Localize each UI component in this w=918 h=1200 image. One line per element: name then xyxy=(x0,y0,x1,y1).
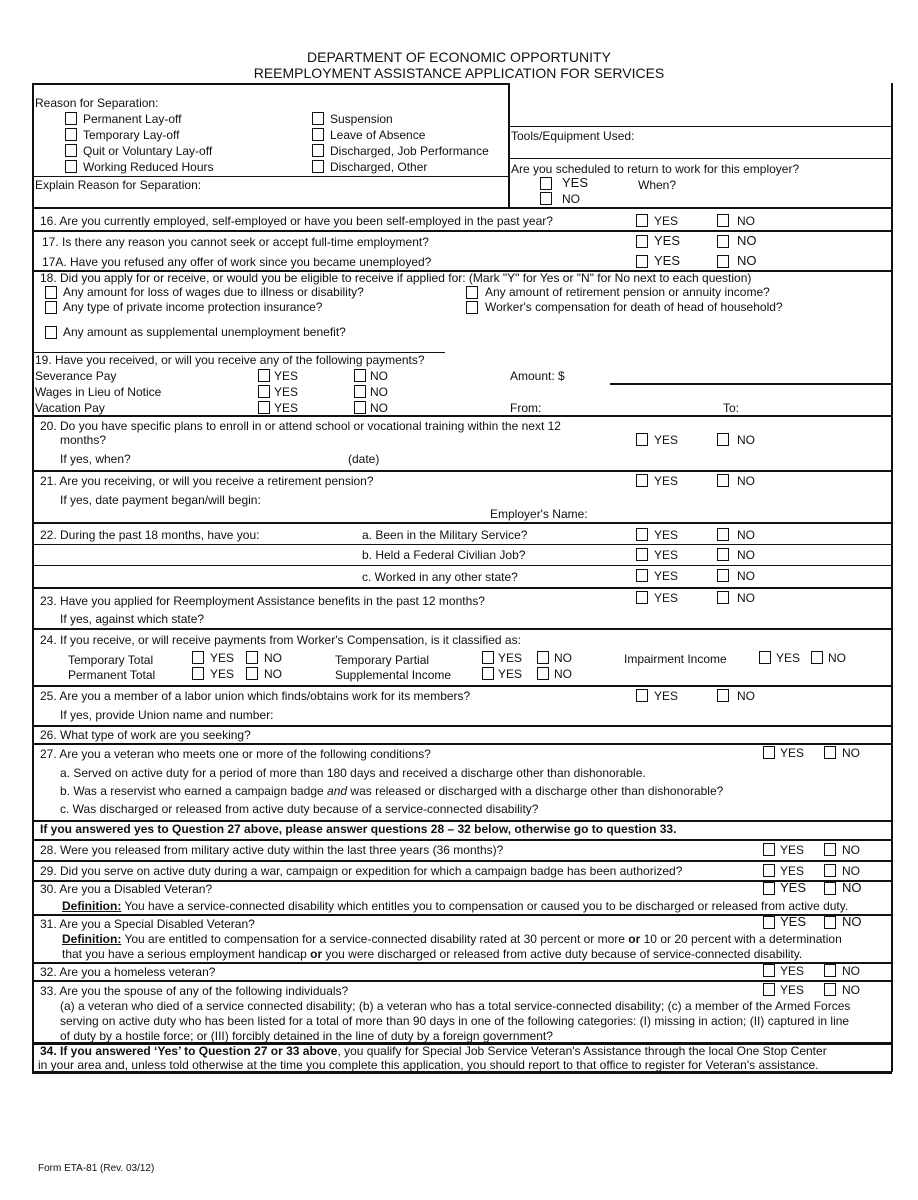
q21-no-checkbox[interactable] xyxy=(717,474,729,487)
when-label: When? xyxy=(638,178,677,192)
q18-pension-checkbox[interactable] xyxy=(466,286,478,299)
no-label: NO xyxy=(842,880,862,895)
no-label: NO xyxy=(264,651,282,665)
question-34-cont: in your area and, unless told otherwise at the time you complete this application, you should report to that office to register for Veteran's assistance. xyxy=(38,1058,819,1072)
checkbox-leave-of-absence[interactable] xyxy=(312,128,324,141)
no-label: NO xyxy=(842,746,860,760)
question-23: 23. Have you applied for Reemployment Assistance benefits in the past 12 months? xyxy=(40,594,485,608)
question-33: 33. Are you the spouse of any of the following individuals? xyxy=(40,984,349,998)
vacation-label: Vacation Pay xyxy=(35,401,105,415)
option-label: Discharged, Job Performance xyxy=(330,144,489,158)
question-26: 26. What type of work are you seeking? xyxy=(40,728,251,742)
yes-label: YES xyxy=(780,880,807,895)
q27c-text: c. Was discharged or released from active duty because of a service-connected disability? xyxy=(60,802,539,816)
temporary-total-yes-checkbox[interactable] xyxy=(192,651,204,664)
q28-yes-checkbox[interactable] xyxy=(763,843,775,856)
permanent-total-yes-checkbox[interactable] xyxy=(192,667,204,680)
severance-no-checkbox[interactable] xyxy=(354,369,366,382)
yes-label: YES xyxy=(780,983,805,997)
q22b-yes-checkbox[interactable] xyxy=(636,548,648,561)
supplemental-income-no-checkbox[interactable] xyxy=(537,667,549,680)
option-label: Quit or Voluntary Lay-off xyxy=(83,144,213,158)
yes-label: YES xyxy=(780,746,805,760)
supplemental-income-yes-checkbox[interactable] xyxy=(482,667,494,680)
question-30: 30. Are you a Disabled Veteran? xyxy=(40,882,213,896)
yes-label: YES xyxy=(210,667,235,681)
question-29: 29. Did you serve on active duty during a war, campaign or expedition for which a campaign badge has been authorized? xyxy=(40,864,683,878)
question-18: 18. Did you apply for or receive, or would you be eligible to receive if applied for: (Mark "Y" for Yes or "N" for No next to each question) xyxy=(40,271,752,285)
no-label: NO xyxy=(370,385,388,399)
q33-no-checkbox[interactable] xyxy=(824,983,836,996)
q25-yes-checkbox[interactable] xyxy=(636,689,648,702)
impairment-income-label: Impairment Income xyxy=(624,652,727,666)
q21-date-label: If yes, date payment began/will begin: xyxy=(60,493,261,507)
supplemental-income-label: Supplemental Income xyxy=(335,668,452,682)
q21-yes-checkbox[interactable] xyxy=(636,474,648,487)
temporary-partial-no-checkbox[interactable] xyxy=(537,651,549,664)
q29-yes-checkbox[interactable] xyxy=(763,864,775,877)
form-number: Form ETA-81 (Rev. 03/12) xyxy=(38,1163,155,1174)
question-17: 17. Is there any reason you cannot seek or accept full-time employment? xyxy=(42,235,429,249)
q20-no-checkbox[interactable] xyxy=(717,433,729,446)
checkbox-discharged-performance[interactable] xyxy=(312,144,324,157)
q32-yes-checkbox[interactable] xyxy=(763,964,775,977)
question-20: 20. Do you have specific plans to enroll in or attend school or vocational training within the next 12 xyxy=(40,419,561,433)
q18-illness-checkbox[interactable] xyxy=(45,286,57,299)
q17-no-checkbox[interactable] xyxy=(717,235,729,248)
q22b-no-checkbox[interactable] xyxy=(717,548,729,561)
q23-no-checkbox[interactable] xyxy=(717,591,729,604)
q33-text: of duty by a hostile force; or (III) forcibly detained in the line of duty by a foreign government? xyxy=(60,1029,553,1043)
q23-state-label: If yes, against which state? xyxy=(60,612,205,626)
q30-yes-checkbox[interactable] xyxy=(763,882,775,895)
q25-no-checkbox[interactable] xyxy=(717,689,729,702)
yes-label: YES xyxy=(780,914,807,929)
q18-workers-comp-checkbox[interactable] xyxy=(466,301,478,314)
q20-date-label: (date) xyxy=(348,452,380,466)
option-label: Suspension xyxy=(330,112,393,126)
no-label: NO xyxy=(737,528,755,542)
question-31: 31. Are you a Special Disabled Veteran? xyxy=(40,917,255,931)
checkbox-quit[interactable] xyxy=(65,144,77,157)
no-label: NO xyxy=(842,983,860,997)
from-label: From: xyxy=(510,401,542,415)
q31-no-checkbox[interactable] xyxy=(824,916,836,929)
yes-label: YES xyxy=(654,233,681,248)
question-22: 22. During the past 18 months, have you: xyxy=(40,528,260,542)
option-label: Working Reduced Hours xyxy=(83,160,214,174)
wages-no-checkbox[interactable] xyxy=(354,385,366,398)
no-label: NO xyxy=(842,864,860,878)
yes-label: YES xyxy=(776,651,801,665)
instruction-27: If you answered yes to Question 27 above, please answer questions 28 – 32 below, otherwise go to question 33. xyxy=(40,822,677,836)
no-label: NO xyxy=(737,253,757,268)
checkbox-reduced-hours[interactable] xyxy=(65,160,77,173)
no-label: NO xyxy=(737,474,755,488)
question-24: 24. If you receive, or will receive payments from Worker's Compensation, is it classified as: xyxy=(40,633,521,647)
no-label: NO xyxy=(370,369,388,383)
wages-yes-checkbox[interactable] xyxy=(258,385,270,398)
no-label: NO xyxy=(737,548,755,562)
yes-label: YES xyxy=(498,667,523,681)
q18-item: Any type of private income protection insurance? xyxy=(63,300,323,314)
q23-yes-checkbox[interactable] xyxy=(636,591,648,604)
yes-label: YES xyxy=(498,651,523,665)
q33-yes-checkbox[interactable] xyxy=(763,983,775,996)
separation-label: Reason for Separation: xyxy=(35,96,159,110)
no-label: NO xyxy=(737,433,755,447)
no-label: NO xyxy=(370,401,388,415)
yes-label: YES xyxy=(654,689,679,703)
yes-label: YES xyxy=(780,843,805,857)
no-label: NO xyxy=(737,591,755,605)
no-label: NO xyxy=(264,667,282,681)
q28-no-checkbox[interactable] xyxy=(824,843,836,856)
no-label: NO xyxy=(842,914,862,929)
q20-when-label: If yes, when? xyxy=(60,452,131,466)
yes-label: YES xyxy=(654,433,679,447)
no-label: NO xyxy=(737,689,755,703)
yes-label: YES xyxy=(274,369,299,383)
q17a-yes-checkbox[interactable] xyxy=(636,255,648,268)
question-16: 16. Are you currently employed, self-employed or have you been self-employed in the past year? xyxy=(40,214,553,228)
checkbox-permanent-layoff[interactable] xyxy=(65,112,77,125)
return-no-checkbox[interactable] xyxy=(540,192,552,205)
form-title-line1: DEPARTMENT OF ECONOMIC OPPORTUNITY xyxy=(307,49,611,65)
no-label: NO xyxy=(737,233,757,248)
tools-equipment-label: Tools/Equipment Used: xyxy=(511,129,635,143)
q22c-label: c. Worked in any other state? xyxy=(362,570,518,584)
to-label: To: xyxy=(723,401,740,415)
yes-label: YES xyxy=(654,253,681,268)
permanent-total-label: Permanent Total xyxy=(68,668,156,682)
severance-yes-checkbox[interactable] xyxy=(258,369,270,382)
question-19: 19. Have you received, or will you receive any of the following payments? xyxy=(35,353,425,367)
return-to-work-question: Are you scheduled to return to work for this employer? xyxy=(511,162,800,176)
q31-yes-checkbox[interactable] xyxy=(763,916,775,929)
q22a-label: a. Been in the Military Service? xyxy=(362,528,528,542)
no-label: NO xyxy=(554,651,572,665)
q32-no-checkbox[interactable] xyxy=(824,964,836,977)
wages-label: Wages in Lieu of Notice xyxy=(35,385,162,399)
question-28: 28. Were you released from military active duty within the last three years (36 months)? xyxy=(40,843,504,857)
q16-yes-checkbox[interactable] xyxy=(636,214,648,227)
yes-label: YES xyxy=(780,964,805,978)
q18-supplemental-checkbox[interactable] xyxy=(45,326,57,339)
q18-item: Worker's compensation for death of head of household? xyxy=(485,300,783,314)
no-label: NO xyxy=(554,667,572,681)
amount-label: Amount: $ xyxy=(510,369,565,383)
temporary-partial-label: Temporary Partial xyxy=(335,653,430,667)
q22a-no-checkbox[interactable] xyxy=(717,528,729,541)
temporary-partial-yes-checkbox[interactable] xyxy=(482,651,494,664)
yes-label: YES xyxy=(654,569,679,583)
yes-label: YES xyxy=(654,474,679,488)
return-yes-checkbox[interactable] xyxy=(540,177,552,190)
yes-label: YES xyxy=(274,401,299,415)
q17a-no-checkbox[interactable] xyxy=(717,255,729,268)
question-27: 27. Are you a veteran who meets one or more of the following conditions? xyxy=(40,747,431,761)
q22a-yes-checkbox[interactable] xyxy=(636,528,648,541)
q27a-text: a. Served on active duty for a period of more than 180 days and received a discharge other than dishonorable. xyxy=(60,766,646,780)
yes-label: YES xyxy=(654,591,679,605)
q30-definition: Definition: You have a service-connected disability which entitles you to compensation or caused you to be discharged or released from active duty. xyxy=(62,899,849,913)
yes-label: YES xyxy=(780,864,805,878)
temporary-total-no-checkbox[interactable] xyxy=(246,651,258,664)
question-20-cont: months? xyxy=(60,433,107,447)
no-label: NO xyxy=(562,192,580,206)
q30-no-checkbox[interactable] xyxy=(824,882,836,895)
q31-definition: Definition: You are entitled to compensation for a service-connected disability rated at 30 percent or more or 10 or 20 percent with a determination xyxy=(62,932,842,946)
no-label: NO xyxy=(828,651,846,665)
vacation-yes-checkbox[interactable] xyxy=(258,401,270,414)
no-label: NO xyxy=(842,964,860,978)
impairment-income-no-checkbox[interactable] xyxy=(811,651,823,664)
q20-yes-checkbox[interactable] xyxy=(636,433,648,446)
checkbox-suspension[interactable] xyxy=(312,112,324,125)
q17-yes-checkbox[interactable] xyxy=(636,235,648,248)
question-32: 32. Are you a homeless veteran? xyxy=(40,965,216,979)
option-label: Leave of Absence xyxy=(330,128,426,142)
q29-no-checkbox[interactable] xyxy=(824,864,836,877)
no-label: NO xyxy=(737,214,755,228)
employer-name-label: Employer's Name: xyxy=(490,507,588,521)
option-label: Discharged, Other xyxy=(330,160,428,174)
impairment-income-yes-checkbox[interactable] xyxy=(759,651,771,664)
q22c-yes-checkbox[interactable] xyxy=(636,569,648,582)
q16-no-checkbox[interactable] xyxy=(717,214,729,227)
yes-label: YES xyxy=(562,175,589,190)
question-21: 21. Are you receiving, or will you receive a retirement pension? xyxy=(40,474,374,488)
question-25: 25. Are you a member of a labor union which finds/obtains work for its members? xyxy=(40,689,471,703)
yes-label: YES xyxy=(210,651,235,665)
union-name-label: If yes, provide Union name and number: xyxy=(60,708,274,722)
q18-insurance-checkbox[interactable] xyxy=(45,301,57,314)
q27-yes-checkbox[interactable] xyxy=(763,746,775,759)
severance-label: Severance Pay xyxy=(35,369,117,383)
option-label: Permanent Lay-off xyxy=(83,112,182,126)
checkbox-temporary-layoff[interactable] xyxy=(65,128,77,141)
q27-no-checkbox[interactable] xyxy=(824,746,836,759)
q18-item: Any amount of retirement pension or annuity income? xyxy=(485,285,770,299)
no-label: NO xyxy=(737,569,755,583)
q18-item: Any amount for loss of wages due to illness or disability? xyxy=(63,285,364,299)
q33-text: serving on active duty who has been listed for a total of more than 90 days in one of the following categories: (I) missing in action; (II) captured in line xyxy=(60,1014,850,1028)
temporary-total-label: Temporary Total xyxy=(68,653,154,667)
yes-label: YES xyxy=(654,214,679,228)
explain-separation-label: Explain Reason for Separation: xyxy=(35,178,202,192)
q22c-no-checkbox[interactable] xyxy=(717,569,729,582)
checkbox-discharged-other[interactable] xyxy=(312,160,324,173)
yes-label: YES xyxy=(274,385,299,399)
q18-item: Any amount as supplemental unemployment benefit? xyxy=(63,325,346,339)
yes-label: YES xyxy=(654,548,679,562)
yes-label: YES xyxy=(654,528,679,542)
q22b-label: b. Held a Federal Civilian Job? xyxy=(362,548,526,562)
q33-text: (a) a veteran who died of a service connected disability; (b) a veteran who has a total service-connected disability; (c) a member of the Armed Forces xyxy=(60,999,851,1013)
form-title-line2: REEMPLOYMENT ASSISTANCE APPLICATION FOR SERVICES xyxy=(253,65,665,81)
option-label: Temporary Lay-off xyxy=(83,128,180,142)
permanent-total-no-checkbox[interactable] xyxy=(246,667,258,680)
vacation-no-checkbox[interactable] xyxy=(354,401,366,414)
question-34: 34. If you answered ‘Yes’ to Question 27 or 33 above, you qualify for Special Job Service Veteran's Assistance through the local One Stop Center xyxy=(40,1044,827,1058)
no-label: NO xyxy=(842,843,860,857)
q27b-text: b. Was a reservist who earned a campaign badge and was released or discharged with a discharge other than dishonorable? xyxy=(60,784,724,798)
question-17a: 17A. Have you refused any offer of work since you became unemployed? xyxy=(42,255,432,269)
q31-definition-cont: that you have a serious employment handicap or you were discharged or released from active duty because of service-connected disability. xyxy=(62,947,803,961)
